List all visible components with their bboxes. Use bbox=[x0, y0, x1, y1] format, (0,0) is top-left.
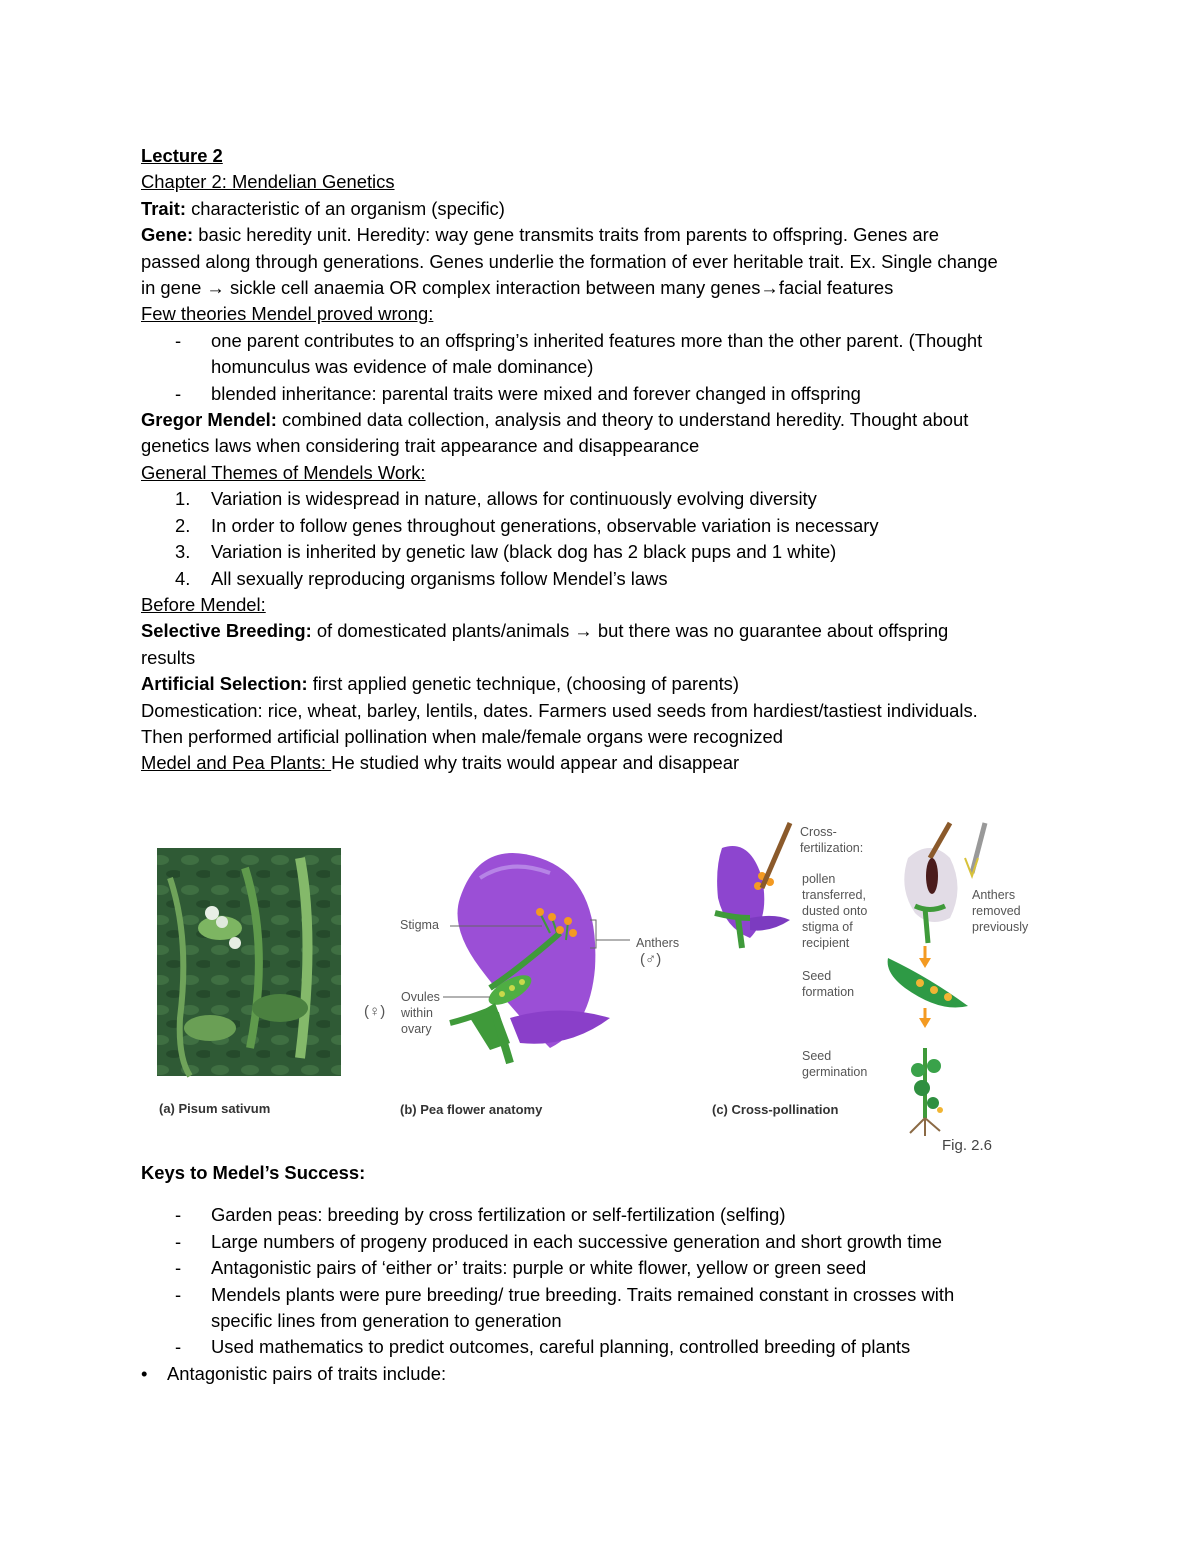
few-theories-heading: Few theories Mendel proved wrong: bbox=[141, 303, 434, 325]
gregor-term: Gregor Mendel: bbox=[141, 409, 277, 431]
domestication-1: Domestication: rice, wheat, barley, lentils, dates. Farmers used seeds from hardiest/tastiest individuals. bbox=[141, 699, 978, 721]
before-mendel-heading: Before Mendel: bbox=[141, 593, 266, 615]
pea-plant-photo bbox=[157, 848, 341, 1076]
pea-plants: Medel and Pea Plants: He studied why traits would appear and disappear bbox=[141, 752, 740, 774]
list-item: 4. All sexually reproducing organisms follow Mendel’s laws bbox=[175, 567, 668, 589]
list-item: - Used mathematics to predict outcomes, careful planning, controlled breeding of plants bbox=[175, 1336, 911, 1358]
caption-b: (b) Pea flower anatomy bbox=[400, 1102, 543, 1117]
figure-number: Fig. 2.6 bbox=[942, 1137, 993, 1154]
trait-text: characteristic of an organism (specific) bbox=[185, 197, 505, 219]
bullet-marker: • bbox=[141, 1362, 148, 1384]
list-item: - Mendels plants were pure breeding/ true breeding. Traits remained constant in crosses with specific lines from generation to generation bbox=[175, 1283, 955, 1332]
gregor-mendel-1: Gregor Mendel: combined data collection, analysis and theory to understand heredity. Thought about bbox=[141, 409, 969, 431]
label-seed-formation: Seed bbox=[802, 969, 832, 983]
bullet-item: • Antagonistic pairs of traits include: bbox=[141, 1361, 1071, 1387]
male-symbol: (♂) bbox=[640, 951, 662, 968]
list-item: - Antagonistic pairs of ‘either or’ traits: purple or white flower, yellow or green seed bbox=[175, 1257, 867, 1279]
gene-definition-3: in gene → sickle cell anaemia OR complex interaction between many genes→facial features bbox=[141, 277, 894, 299]
dash-marker: - bbox=[175, 382, 182, 404]
label-pollen: pollen bbox=[802, 872, 836, 886]
keys-section bbox=[141, 1160, 1071, 1387]
list-item: 2. In order to follow genes throughout generations, observable variation is necessary bbox=[175, 514, 879, 536]
list-item: - blended inheritance: parental traits were mixed and forever changed in offspring bbox=[141, 381, 1071, 407]
themes-heading: General Themes of Mendels Work: bbox=[141, 461, 426, 483]
list-item: - Garden peas: breeding by cross fertilization or self-fertilization (selfing) bbox=[175, 1204, 786, 1226]
figure-illustration bbox=[150, 818, 1050, 1163]
gene-definition-1 bbox=[141, 222, 1071, 248]
list-item: - one parent contributes to an offspring’s inherited features more than the other parent. (Thought homunculus was evidence of male dominance) bbox=[175, 329, 983, 378]
gene-term: Gene: bbox=[141, 224, 194, 246]
selective-breeding-1: Selective Breeding: of domesticated plants/animals → but there was no guarantee about offspring bbox=[141, 620, 949, 642]
label-stigma: Stigma bbox=[400, 918, 439, 932]
gregor-mendel-2: genetics laws when considering trait appearance and disappearance bbox=[141, 435, 700, 457]
female-symbol: (♀) bbox=[364, 1003, 386, 1020]
selective-breeding-2: results bbox=[141, 646, 196, 668]
label-anthers-removed: Anthers bbox=[972, 888, 1016, 902]
label-cross-fertilization: Cross- bbox=[800, 825, 837, 839]
trait-definition bbox=[141, 196, 1071, 222]
list-item: 3. Variation is inherited by genetic law (black dog has 2 black pups and 1 white) bbox=[175, 541, 837, 563]
domestication-2: Then performed artificial pollination when male/female organs were recognized bbox=[141, 725, 783, 747]
list-item: 1. Variation is widespread in nature, allows for continuously evolving diversity bbox=[175, 488, 817, 510]
chapter-title: Chapter 2: Mendelian Genetics bbox=[141, 171, 395, 193]
document-body bbox=[141, 143, 1071, 777]
label-seed-germination: Seed bbox=[802, 1049, 832, 1063]
cross-pollination-diagram bbox=[715, 823, 985, 1136]
gene-text-1: basic heredity unit. Heredity: way gene transmits traits from parents to offspring. Genes are bbox=[193, 224, 939, 246]
caption-c: (c) Cross-pollination bbox=[712, 1102, 839, 1117]
list-item: - Large numbers of progeny produced in each successive generation and short growth time bbox=[175, 1230, 942, 1252]
trait-term: Trait: bbox=[141, 197, 186, 219]
lecture-title: Lecture 2 bbox=[141, 145, 223, 166]
label-ovules: Ovules bbox=[401, 990, 440, 1004]
pea-flower-diagram bbox=[443, 853, 630, 1063]
caption-a: (a) Pisum sativum bbox=[159, 1101, 271, 1116]
gene-definition-2: passed along through generations. Genes underlie the formation of ever heritable trait. Ex. Single change bbox=[141, 250, 998, 272]
label-anthers: Anthers bbox=[636, 936, 680, 950]
artificial-selection: Artificial Selection: first applied genetic technique, (choosing of parents) bbox=[141, 673, 739, 695]
dash-marker: - bbox=[175, 329, 182, 351]
figure-2-6: Stigma Anthers (♂) Ovules within ovary (♀) Cross- fertilization: pollen transferred, dusted onto stigma of recipient Anthers removed previously Seed formation Seed germination (a) Pisum sativum (b) Pea flower anatomy (c) Cross-pollination Fig. 2.6 bbox=[150, 818, 1050, 1163]
keys-heading: Keys to Medel’s Success: bbox=[141, 1162, 366, 1183]
